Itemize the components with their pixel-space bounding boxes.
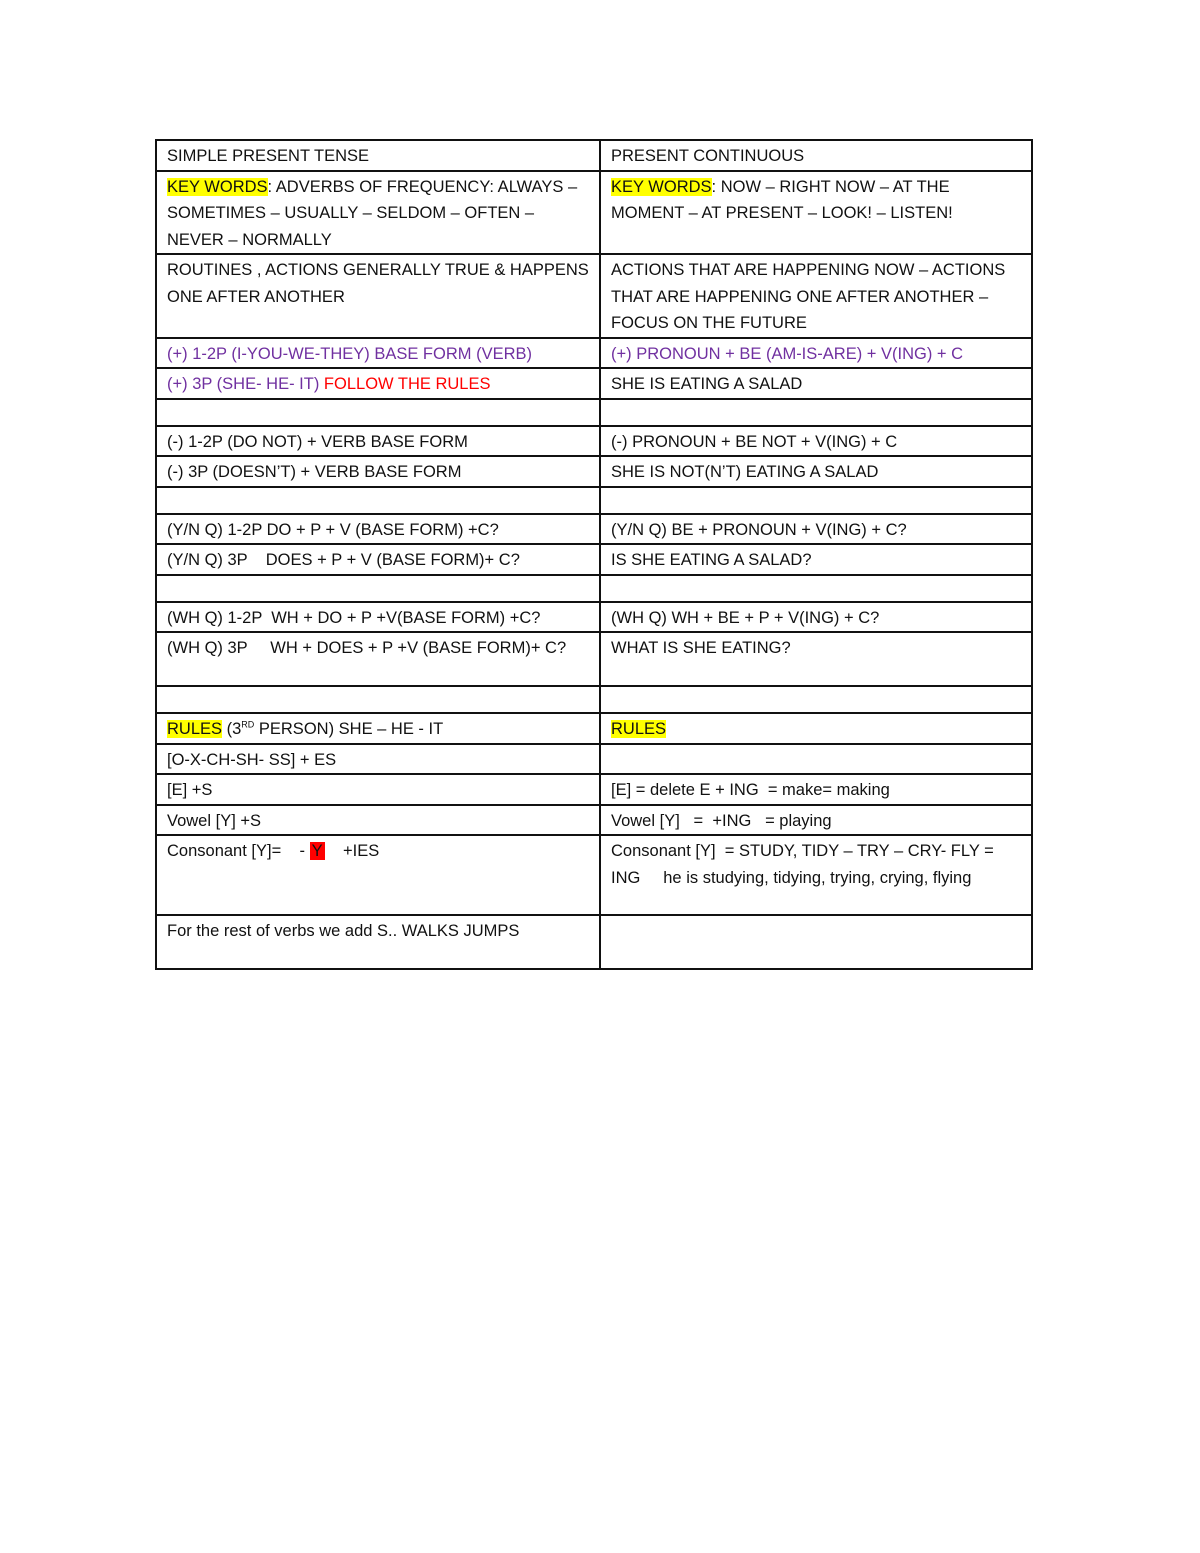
rule-vowel-y-ing: Vowel [Y] = +ING = playing <box>600 805 1032 836</box>
table-row <box>156 514 1032 545</box>
empty-cell <box>600 399 1032 426</box>
table-row-empty <box>156 686 1032 713</box>
rule-consonant-y-ing: Consonant [Y] = STUDY, TIDY – TRY – CRY- FLY = ING he is studying, tidying, trying, crying, flying <box>600 835 1032 915</box>
keywords-simple-present <box>156 171 600 255</box>
consonant-post: +IES <box>324 842 380 860</box>
empty-cell <box>600 575 1032 602</box>
usage-simple-present: ROUTINES , ACTIONS GENERALLY TRUE & HAPPENS ONE AFTER ANOTHER <box>156 254 600 338</box>
follow-the-rules-text: FOLLOW THE RULES <box>323 375 491 393</box>
empty-cell <box>156 686 600 713</box>
empty-cell <box>156 575 600 602</box>
empty-cell <box>156 399 600 426</box>
table-row <box>156 254 1032 338</box>
wh-formula: (WH Q) WH + BE + P + V(ING) + C? <box>600 602 1032 633</box>
affirmative-1-2p: (+) 1-2P (I-YOU-WE-THEY) BASE FORM (VERB) <box>156 338 600 369</box>
table-row <box>156 426 1032 457</box>
table-row <box>156 744 1032 775</box>
table-row <box>156 835 1032 915</box>
yes-no-formula: (Y/N Q) BE + PRONOUN + V(ING) + C? <box>600 514 1032 545</box>
keywords-label: KEY WORDS <box>167 177 268 196</box>
consonant-pre: Consonant [Y]= - <box>167 842 310 860</box>
rule-es: [O-X-CH-SH- SS] + ES <box>156 744 600 775</box>
negative-1-2p: (-) 1-2P (DO NOT) + VERB BASE FORM <box>156 426 600 457</box>
rules-pre: (3 <box>222 720 242 738</box>
table-row <box>156 774 1032 805</box>
table-row <box>156 368 1032 399</box>
rule-consonant-y-ies <box>156 835 600 915</box>
table-row <box>156 602 1032 633</box>
rule-e-s: [E] +S <box>156 774 600 805</box>
empty-cell <box>156 487 600 514</box>
table-row <box>156 338 1032 369</box>
rules-label: RULES <box>611 720 667 738</box>
rule-rest-of-verbs: For the rest of verbs we add S.. WALKS JUMPS <box>156 915 600 969</box>
yes-no-1-2p: (Y/N Q) 1-2P DO + P + V (BASE FORM) +C? <box>156 514 600 545</box>
table-row <box>156 632 1032 686</box>
header-simple-present: SIMPLE PRESENT TENSE <box>156 140 600 171</box>
table-row-empty <box>156 575 1032 602</box>
affirmative-example: SHE IS EATING A SALAD <box>600 368 1032 399</box>
keywords-text: : ADVERBS OF FREQUENCY: ALWAYS – SOMETIMES – USUALLY – SELDOM – OFTEN – NEVER – NORMALLY <box>167 177 578 249</box>
table-row <box>156 915 1032 969</box>
wh-example: WHAT IS SHE EATING? <box>600 632 1032 686</box>
table-row <box>156 805 1032 836</box>
affirmative-3p-text: (+) 3P (SHE- HE- IT) <box>167 375 324 393</box>
rule-vowel-y-s: Vowel [Y] +S <box>156 805 600 836</box>
table-row <box>156 140 1032 171</box>
table-row <box>156 544 1032 575</box>
highlighted-y: Y <box>311 842 323 860</box>
table-row <box>156 713 1032 744</box>
table-row <box>156 171 1032 255</box>
empty-cell <box>600 686 1032 713</box>
yes-no-3p: (Y/N Q) 3P DOES + P + V (BASE FORM)+ C? <box>156 544 600 575</box>
tense-comparison-table <box>155 139 1033 970</box>
rules-post: PERSON) SHE – HE - IT <box>254 720 444 738</box>
yes-no-example: IS SHE EATING A SALAD? <box>600 544 1032 575</box>
rules-present-continuous <box>600 713 1032 744</box>
affirmative-3p <box>156 368 600 399</box>
rules-label: RULES <box>167 720 223 738</box>
rule-e-ing: [E] = delete E + ING = make= making <box>600 774 1032 805</box>
affirmative-formula: (+) PRONOUN + BE (AM-IS-ARE) + V(ING) + C <box>600 338 1032 369</box>
table-row-empty <box>156 487 1032 514</box>
table-row <box>156 456 1032 487</box>
keywords-label: KEY WORDS <box>611 177 712 196</box>
wh-3p: (WH Q) 3P WH + DOES + P +V (BASE FORM)+ C? <box>156 632 600 686</box>
usage-present-continuous: ACTIONS THAT ARE HAPPENING NOW – ACTIONS THAT ARE HAPPENING ONE AFTER ANOTHER – FOCUS ON THE FUTURE <box>600 254 1032 338</box>
wh-1-2p: (WH Q) 1-2P WH + DO + P +V(BASE FORM) +C? <box>156 602 600 633</box>
rules-sup: RD <box>241 719 255 730</box>
negative-example: SHE IS NOT(N’T) EATING A SALAD <box>600 456 1032 487</box>
keywords-present-continuous <box>600 171 1032 255</box>
table-row-empty <box>156 399 1032 426</box>
empty-cell <box>600 744 1032 775</box>
rules-simple-present <box>156 713 600 744</box>
empty-cell <box>600 487 1032 514</box>
header-present-continuous: PRESENT CONTINUOUS <box>600 140 1032 171</box>
keywords-text: : NOW – RIGHT NOW – AT THE MOMENT – AT PRESENT – LOOK! – LISTEN! <box>611 177 953 222</box>
negative-3p: (-) 3P (DOESN’T) + VERB BASE FORM <box>156 456 600 487</box>
negative-formula: (-) PRONOUN + BE NOT + V(ING) + C <box>600 426 1032 457</box>
empty-cell <box>600 915 1032 969</box>
